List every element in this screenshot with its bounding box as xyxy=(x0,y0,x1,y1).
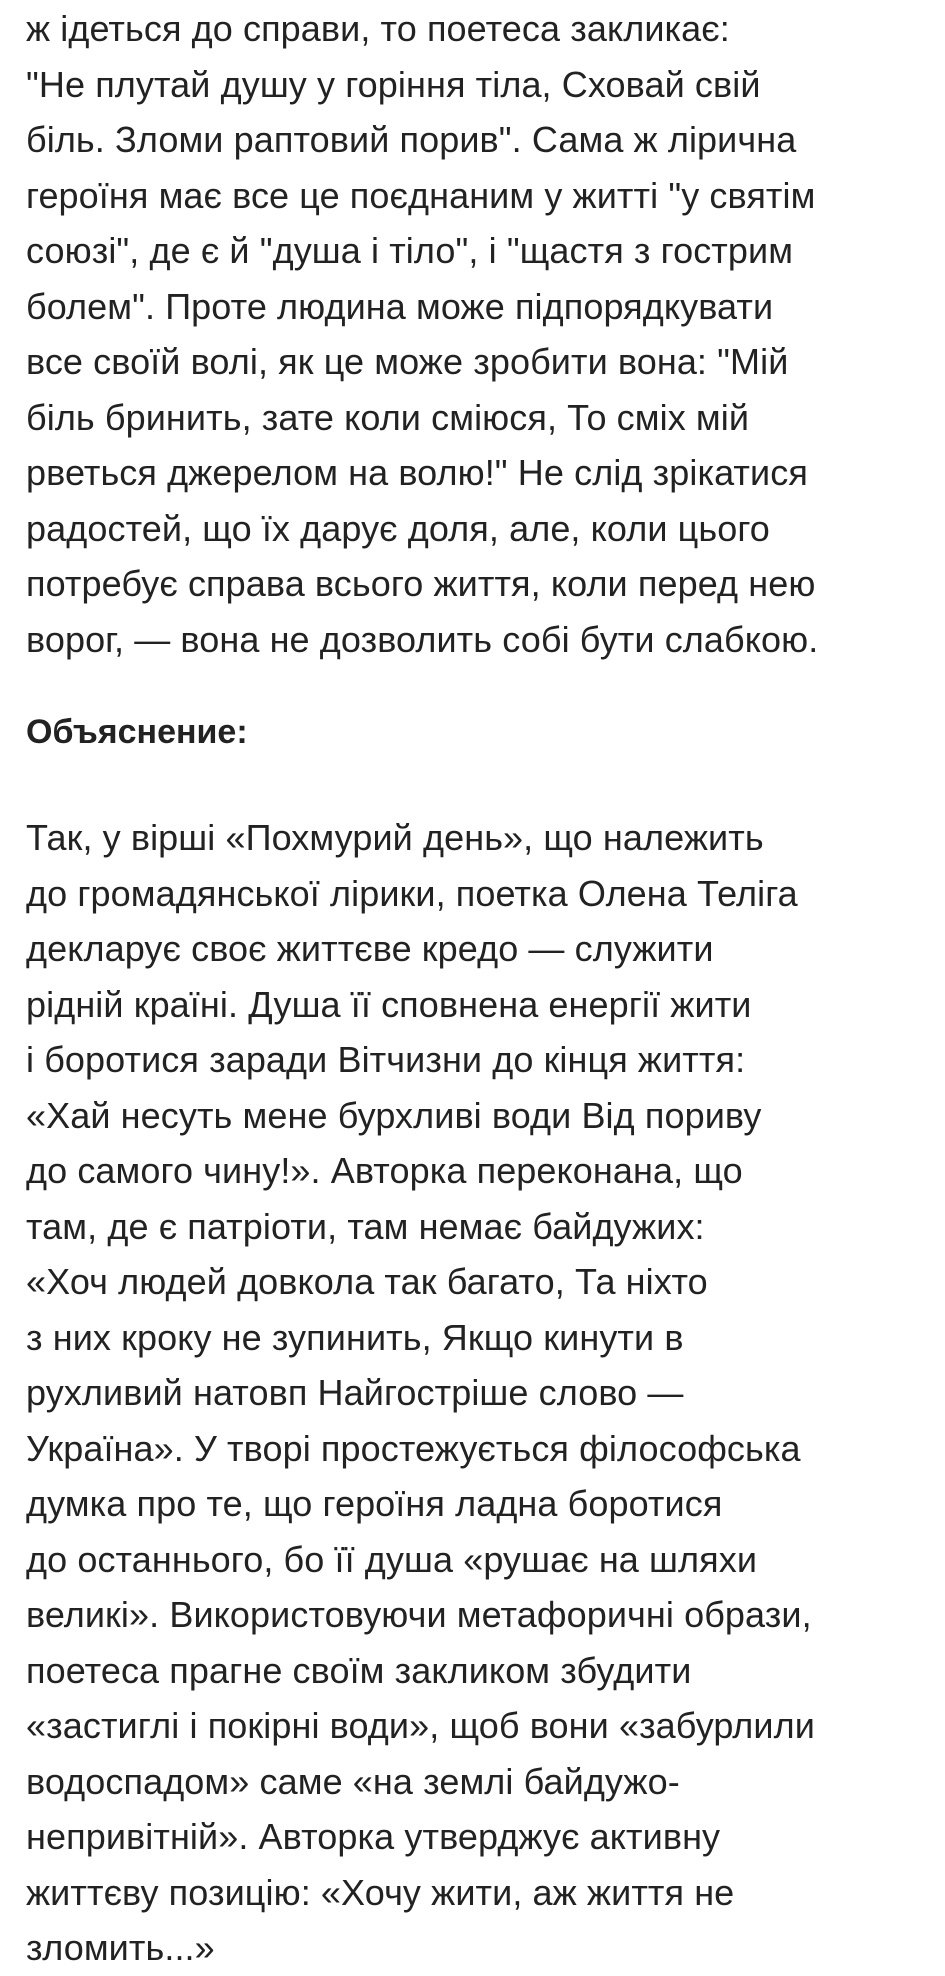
explanation-line: думка про те, що героїня ладна боротися xyxy=(26,1483,723,1524)
explanation-line: до останнього, бо її душа «рушає на шляхи xyxy=(26,1538,758,1580)
answer-line: героїня має все це поєднаним у житті "у святім xyxy=(26,174,816,216)
explanation-line: «Хоч людей довкола так багато, Та ніхто xyxy=(26,1261,708,1302)
explanation-line: «застиглі і покірні води», щоб вони «забурлили xyxy=(26,1705,815,1746)
explanation-line: до самого чину!». Авторка переконана, що xyxy=(26,1150,743,1191)
explanation-line: Україна». У творі простежується філософська xyxy=(26,1427,801,1469)
answer-line: ворог, — вона не дозволить собі бути слабкою. xyxy=(26,618,819,660)
answer-line: рветься джерелом на волю!" Не слід зрікатися xyxy=(26,452,808,493)
explanation-text xyxy=(26,810,931,1976)
answer-line: радостей, що їх дарує доля, але, коли цього xyxy=(26,507,770,549)
explanation-line: життєву позицію: «Хочу жити, аж життя не xyxy=(26,1871,735,1913)
explanation-line: рідній країні. Душа її сповнена енергії жити xyxy=(26,983,752,1025)
explanation-line: рухливий натовп Найгостріше слово — xyxy=(26,1372,684,1413)
answer-line: союзі", де є й "душа і тіло", і "щастя з гострим xyxy=(26,230,794,271)
explanation-line: водоспадом» саме «на землі байдужо- xyxy=(26,1760,680,1802)
explanation-line: великі». Використовуючи метафоричні образи, xyxy=(26,1594,812,1635)
explanation-line: Так, у вірші «Похмурий день», що належить xyxy=(26,817,764,858)
explanation-heading: Объяснение: xyxy=(26,713,248,751)
explanation-line: там, де є патріоти, там немає байдужих: xyxy=(26,1205,705,1247)
explanation-line: поетеса прагне своїм закликом збудити xyxy=(26,1649,692,1691)
explanation-line: з них кроку не зупинить, Якщо кинути в xyxy=(26,1316,684,1358)
answer-line: "Не плутай душу у горіння тіла, Сховай свій xyxy=(26,63,761,105)
answer-line: біль бринить, зате коли сміюся, То сміх мій xyxy=(26,396,750,438)
explanation-line: «Хай несуть мене бурхливі води Від пориву xyxy=(26,1094,762,1136)
explanation-line: зломить...» xyxy=(26,1927,215,1968)
answer-line: все своїй волі, як це може зробити вона: "Мій xyxy=(26,341,789,382)
explanation-line: і боротися заради Вітчизни до кінця життя: xyxy=(26,1039,746,1080)
answer-line: біль. Зломи раптовий порив". Сама ж лірична xyxy=(26,119,797,160)
explanation-line: декларує своє життєве кредо — служити xyxy=(26,928,714,969)
answer-line: потребує справа всього життя, коли перед нею xyxy=(26,563,816,604)
explanation-line: непривітній». Авторка утверджує активну xyxy=(26,1816,721,1857)
explanation-line: до громадянської лірики, поетка Олена Теліга xyxy=(26,872,798,914)
answer-text xyxy=(26,1,931,667)
answer-line: болем". Проте людина може підпорядкувати xyxy=(26,285,774,327)
answer-line: ж ідеться до справи, то поетеса закликає: xyxy=(26,8,730,49)
